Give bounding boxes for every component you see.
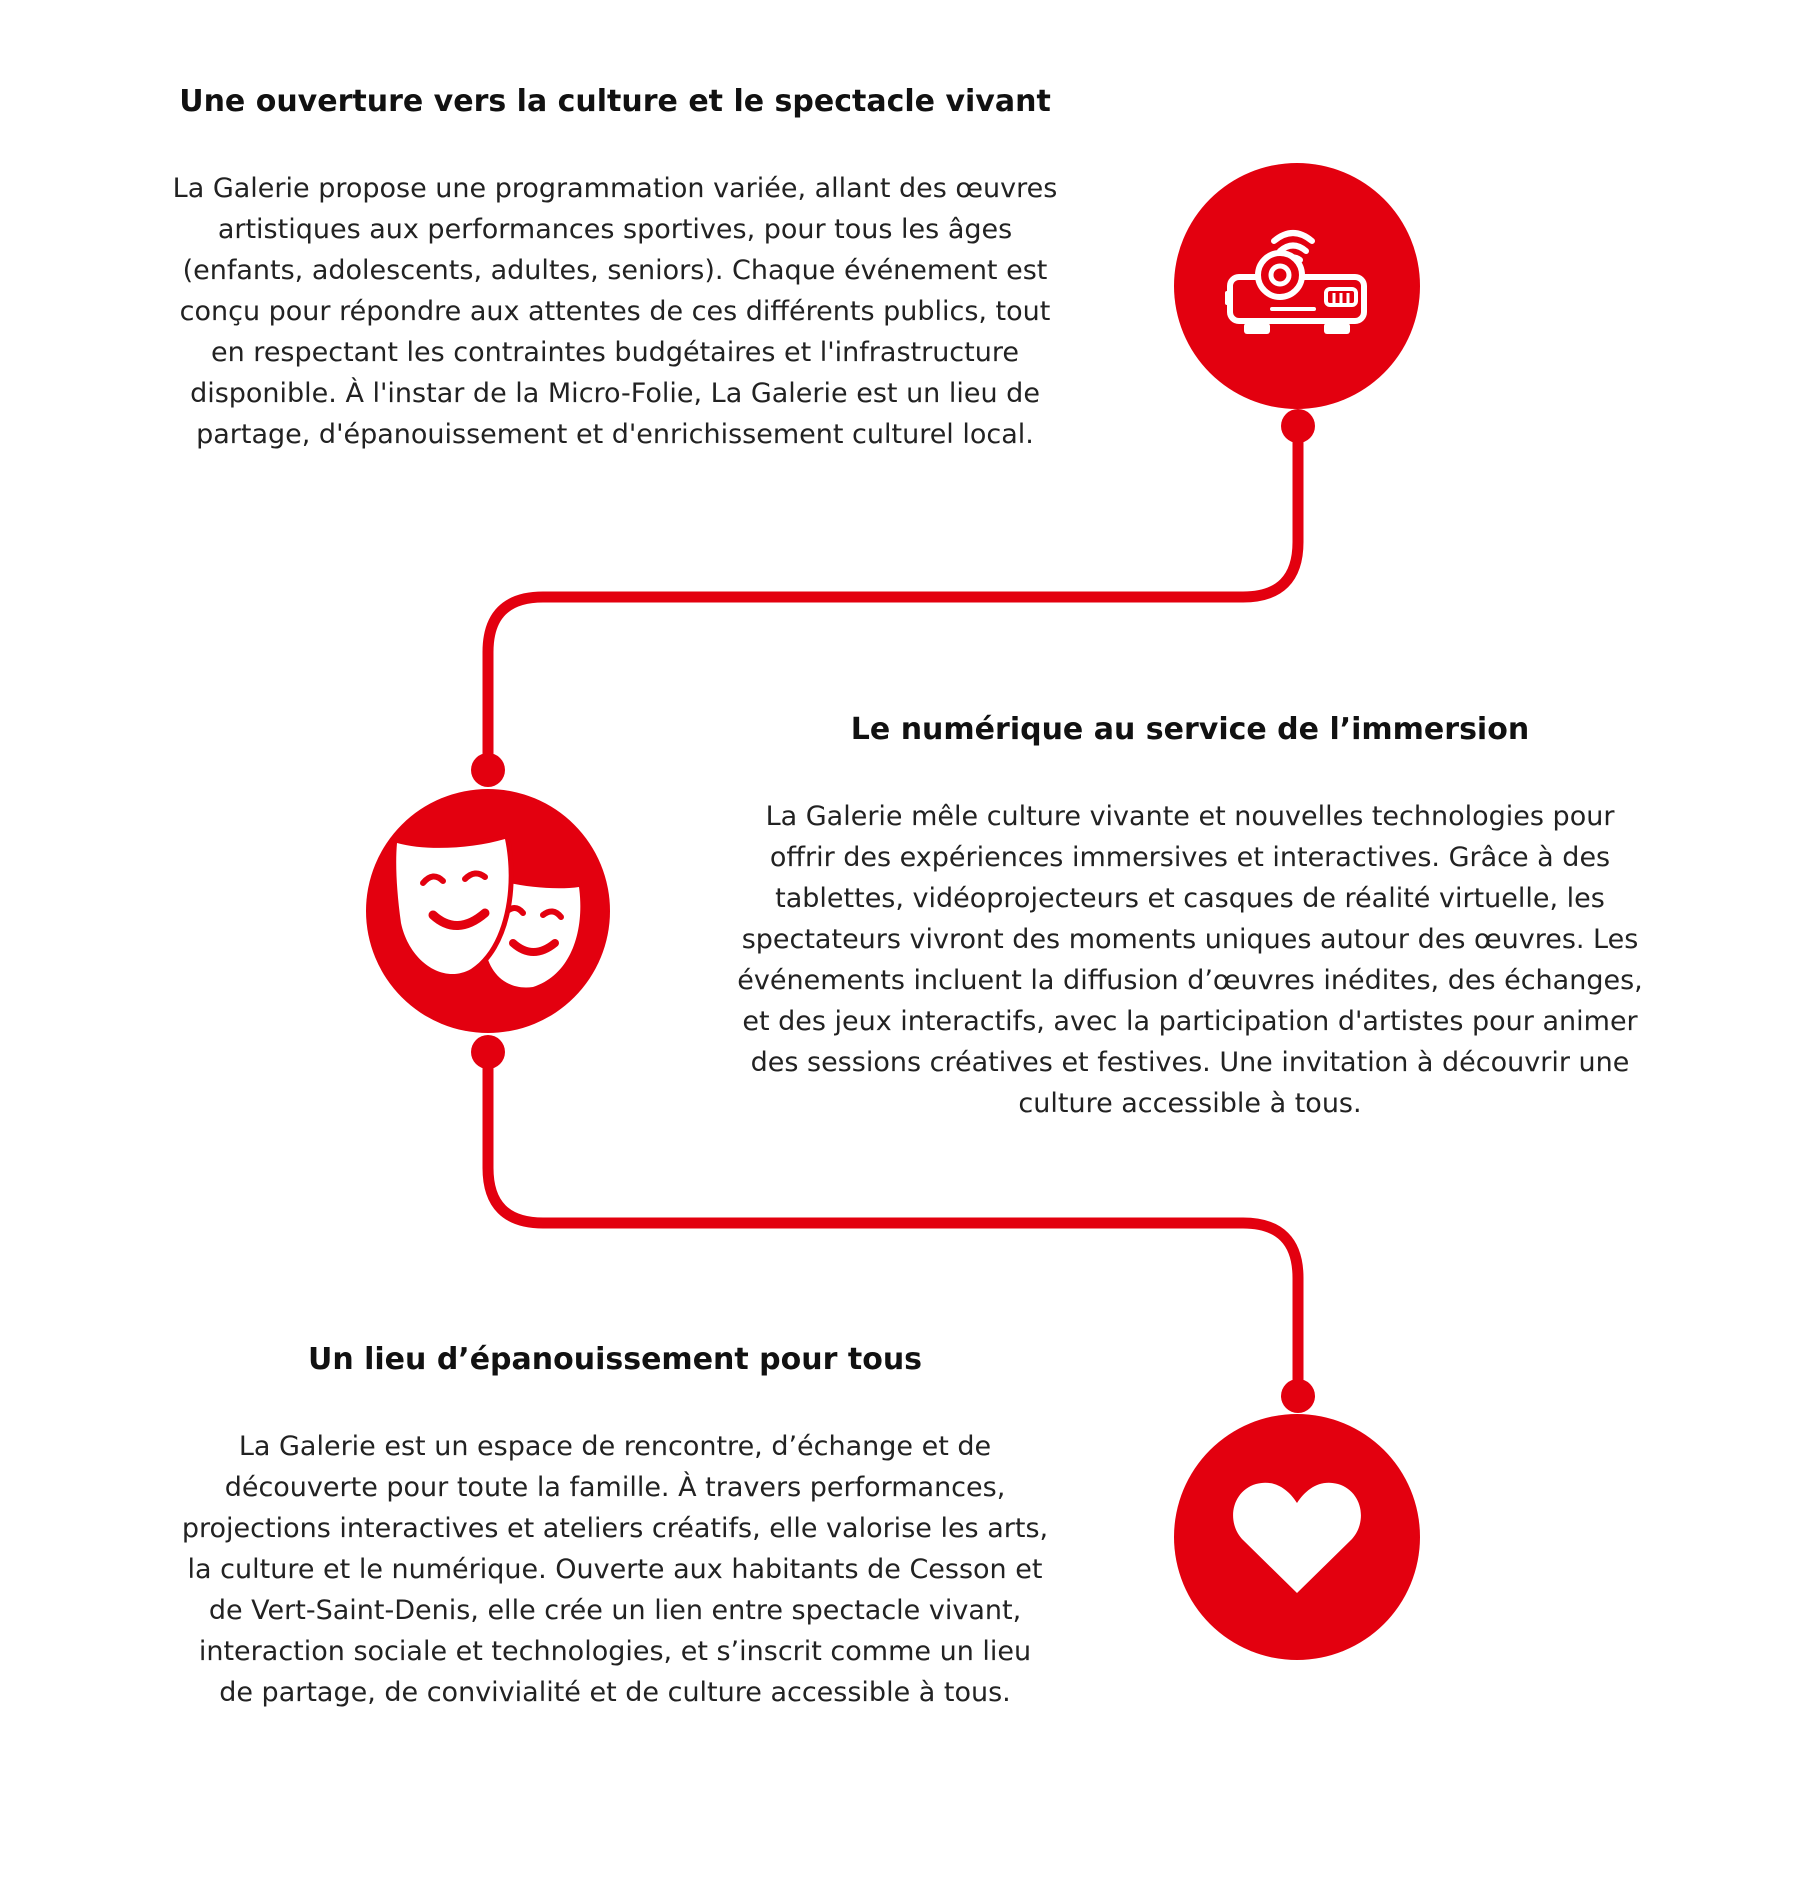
section-title: Une ouverture vers la culture et le spectacle vivant (179, 84, 1051, 119)
section-numerique (730, 710, 1650, 1124)
heart-icon (1232, 1479, 1362, 1597)
heart-node (1174, 1414, 1420, 1660)
section-culture (160, 82, 1070, 455)
theater-masks-node (366, 789, 610, 1033)
section-title: Un lieu d’épanouissement pour tous (307, 1342, 923, 1377)
section-body: La Galerie est un espace de rencontre, d’échange et de découverte pour toute la famille. À travers performances, projections interactives et ateliers créatifs, elle valorise les arts, la culture et le numérique. Ouverte aux habitants de Cesson et de Vert-Saint-Denis, elle crée un lien entre spectacle vivant, interaction sociale et technologies, et s’inscrit comme un lieu de partage, de convivialité et de culture accessible à tous. (181, 1431, 1049, 1708)
theater-masks-icon (393, 835, 587, 995)
timeline-dot-2 (471, 753, 505, 787)
projector-icon (1222, 223, 1372, 345)
timeline-dot-4 (1281, 1379, 1315, 1413)
section-body: La Galerie mêle culture vivante et nouvelles technologies pour offrir des expériences immersives et interactives. Grâce à des tablettes, vidéoprojecteurs et casques de réalité virtuelle, les spectateurs vivront des moments uniques autour des œuvres. Les événements incluent la diffusion d’œuvres inédites, des échanges, et des jeux interactifs, avec la participation d'artistes pour animer des sessions créatives et festives. Une invitation à découvrir une culture accessible à tous. (737, 801, 1643, 1119)
timeline-dot-3 (471, 1035, 505, 1069)
section-title: Le numérique au service de l’immersion (850, 712, 1530, 747)
section-epanouissement (180, 1340, 1050, 1713)
projector-node (1174, 163, 1420, 409)
timeline-dot-1 (1281, 409, 1315, 443)
section-body: La Galerie propose une programmation variée, allant des œuvres artistiques aux performances sportives, pour tous les âges (enfants, adolescents, adultes, seniors). Chaque événement est conçu pour répondre aux attentes de ces différents publics, tout en respectant les contraintes budgétaires et l'infrastructure disponible. À l'instar de la Micro-Folie, La Galerie est un lieu de partage, d'épanouissement et d'enrichissement culturel local. (172, 173, 1058, 450)
